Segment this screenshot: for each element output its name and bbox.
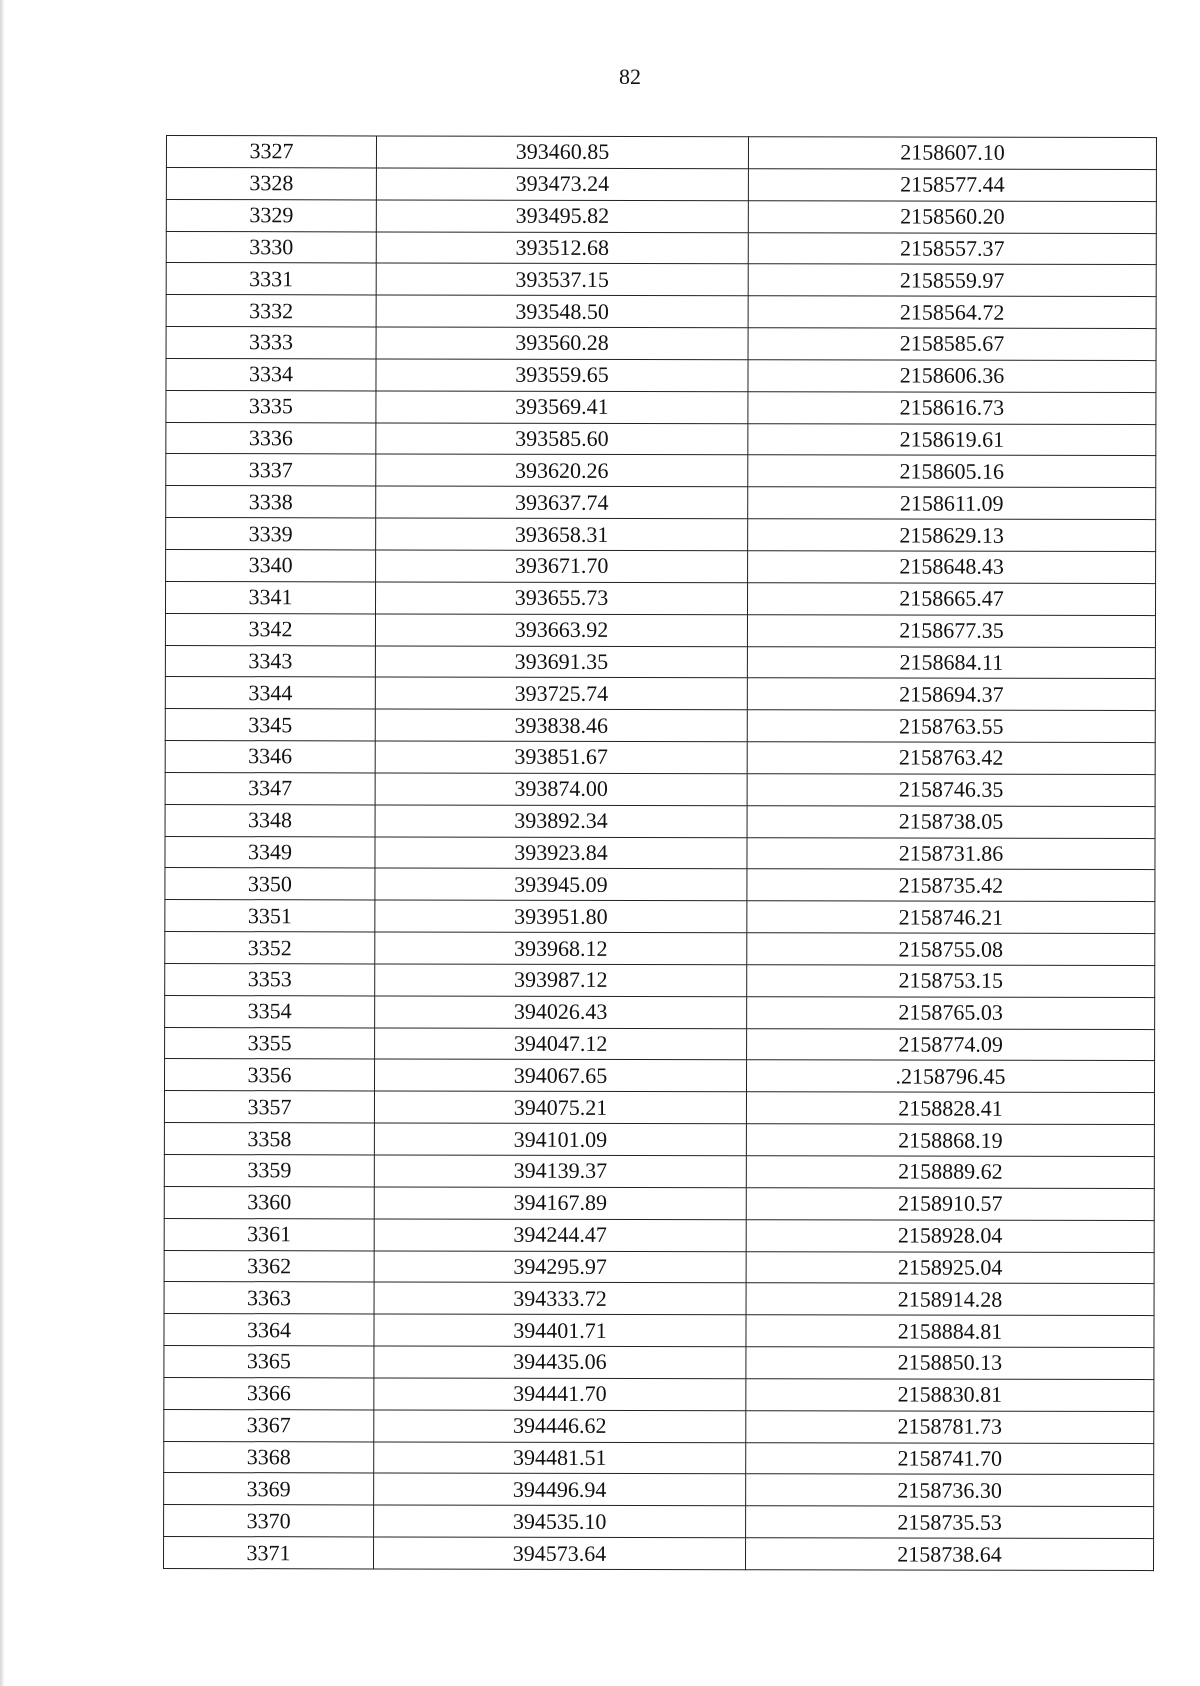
point-id-cell: 3329 xyxy=(166,199,376,231)
y-coordinate-cell: 2158607.10 xyxy=(748,137,1156,170)
x-coordinate-cell: 394401.71 xyxy=(374,1314,746,1347)
point-id-cell: 3369 xyxy=(164,1473,374,1505)
point-id-cell: 3366 xyxy=(164,1377,374,1409)
point-id-cell: 3354 xyxy=(165,995,375,1027)
point-id-cell: 3347 xyxy=(165,772,375,804)
table-row xyxy=(166,518,1156,552)
x-coordinate-cell: 393620.26 xyxy=(376,454,748,487)
point-id-cell: 3342 xyxy=(165,613,375,645)
x-coordinate-cell: 393495.82 xyxy=(376,200,748,233)
y-coordinate-cell: 2158585.67 xyxy=(748,328,1156,361)
point-id-cell: 3350 xyxy=(165,868,375,900)
y-coordinate-cell: 2158564.72 xyxy=(748,296,1156,329)
y-coordinate-cell: 2158910.57 xyxy=(746,1188,1154,1221)
x-coordinate-cell: 393585.60 xyxy=(376,423,748,456)
point-id-cell: 3351 xyxy=(165,900,375,932)
table-row xyxy=(163,1537,1153,1571)
y-coordinate-cell: 2158738.05 xyxy=(747,805,1155,838)
point-id-cell: 3360 xyxy=(164,1186,374,1218)
point-id-cell: 3349 xyxy=(165,836,375,868)
y-coordinate-cell: 2158616.73 xyxy=(748,391,1156,424)
y-coordinate-cell: 2158765.03 xyxy=(747,996,1155,1029)
table-row xyxy=(166,136,1156,170)
y-coordinate-cell: 2158677.35 xyxy=(747,614,1155,647)
x-coordinate-cell: 394047.12 xyxy=(375,1028,747,1061)
x-coordinate-cell: 394496.94 xyxy=(374,1473,746,1506)
x-coordinate-cell: 393671.70 xyxy=(376,550,748,583)
y-coordinate-cell: 2158648.43 xyxy=(748,551,1156,584)
point-id-cell: 3328 xyxy=(166,167,376,199)
table-row xyxy=(166,167,1156,201)
y-coordinate-cell: 2158914.28 xyxy=(746,1283,1154,1316)
x-coordinate-cell: 394535.10 xyxy=(374,1505,746,1538)
x-coordinate-cell: 393725.74 xyxy=(375,677,747,710)
table-row xyxy=(165,645,1155,679)
point-id-cell: 3352 xyxy=(165,932,375,964)
table-row xyxy=(165,932,1155,966)
table-row xyxy=(165,995,1155,1029)
table-row xyxy=(164,1154,1154,1188)
table-row xyxy=(164,1186,1154,1220)
table-row xyxy=(166,295,1156,329)
x-coordinate-cell: 393460.85 xyxy=(376,136,748,169)
y-coordinate-cell: 2158781.73 xyxy=(746,1410,1154,1443)
point-id-cell: 3338 xyxy=(166,486,376,518)
y-coordinate-cell: 2158619.61 xyxy=(748,423,1156,456)
y-coordinate-cell: .2158796.45 xyxy=(746,1060,1154,1093)
point-id-cell: 3327 xyxy=(166,136,376,168)
table-row xyxy=(166,454,1156,488)
point-id-cell: 3353 xyxy=(165,963,375,995)
point-id-cell: 3339 xyxy=(166,518,376,550)
table-row xyxy=(165,868,1155,902)
point-id-cell: 3357 xyxy=(164,1091,374,1123)
y-coordinate-cell: 2158828.41 xyxy=(746,1092,1154,1125)
table-row xyxy=(165,677,1155,711)
scan-edge xyxy=(0,0,4,1686)
x-coordinate-cell: 394441.70 xyxy=(374,1378,746,1411)
y-coordinate-cell: 2158629.13 xyxy=(748,519,1156,552)
x-coordinate-cell: 393987.12 xyxy=(375,964,747,997)
table-row xyxy=(164,1505,1154,1539)
point-id-cell: 3370 xyxy=(164,1505,374,1537)
coordinates-table xyxy=(163,135,1157,1571)
table-row xyxy=(166,263,1156,297)
point-id-cell: 3331 xyxy=(166,263,376,295)
y-coordinate-cell: 2158557.37 xyxy=(748,232,1156,265)
x-coordinate-cell: 394446.62 xyxy=(374,1410,746,1443)
table-row xyxy=(164,1314,1154,1348)
x-coordinate-cell: 393655.73 xyxy=(375,582,747,615)
table-row xyxy=(166,199,1156,233)
y-coordinate-cell: 2158731.86 xyxy=(747,837,1155,870)
y-coordinate-cell: 2158753.15 xyxy=(747,965,1155,998)
table-row xyxy=(166,549,1156,583)
y-coordinate-cell: 2158868.19 xyxy=(746,1124,1154,1157)
table-row xyxy=(165,900,1155,934)
x-coordinate-cell: 393637.74 xyxy=(376,486,748,519)
point-id-cell: 3345 xyxy=(165,709,375,741)
x-coordinate-cell: 394075.21 xyxy=(374,1091,746,1124)
point-id-cell: 3337 xyxy=(166,454,376,486)
x-coordinate-cell: 394067.65 xyxy=(374,1059,746,1092)
table-row xyxy=(165,772,1155,806)
table-row xyxy=(164,1218,1154,1252)
y-coordinate-cell: 2158763.42 xyxy=(747,742,1155,775)
point-id-cell: 3343 xyxy=(165,645,375,677)
point-id-cell: 3348 xyxy=(165,804,375,836)
y-coordinate-cell: 2158605.16 xyxy=(748,455,1156,488)
point-id-cell: 3334 xyxy=(166,358,376,390)
x-coordinate-cell: 393658.31 xyxy=(376,518,748,551)
x-coordinate-cell: 394167.89 xyxy=(374,1187,746,1220)
x-coordinate-cell: 393569.41 xyxy=(376,391,748,424)
y-coordinate-cell: 2158694.37 xyxy=(747,678,1155,711)
x-coordinate-cell: 394244.47 xyxy=(374,1219,746,1252)
y-coordinate-cell: 2158889.62 xyxy=(746,1156,1154,1189)
y-coordinate-cell: 2158830.81 xyxy=(746,1379,1154,1412)
y-coordinate-cell: 2158850.13 xyxy=(746,1347,1154,1380)
coordinates-table-container xyxy=(163,135,1156,1571)
point-id-cell: 3336 xyxy=(166,422,376,454)
table-row xyxy=(166,486,1156,520)
x-coordinate-cell: 393537.15 xyxy=(376,263,748,296)
point-id-cell: 3364 xyxy=(164,1314,374,1346)
table-row xyxy=(165,836,1155,870)
point-id-cell: 3344 xyxy=(165,677,375,709)
y-coordinate-cell: 2158735.53 xyxy=(746,1506,1154,1539)
y-coordinate-cell: 2158746.21 xyxy=(747,901,1155,934)
point-id-cell: 3365 xyxy=(164,1346,374,1378)
point-id-cell: 3332 xyxy=(166,295,376,327)
x-coordinate-cell: 393548.50 xyxy=(376,295,748,328)
x-coordinate-cell: 393945.09 xyxy=(375,868,747,901)
y-coordinate-cell: 2158884.81 xyxy=(746,1315,1154,1348)
x-coordinate-cell: 394573.64 xyxy=(373,1537,745,1570)
y-coordinate-cell: 2158741.70 xyxy=(746,1442,1154,1475)
table-row xyxy=(164,1250,1154,1284)
table-row xyxy=(165,613,1155,647)
table-row xyxy=(165,1027,1155,1061)
y-coordinate-cell: 2158755.08 xyxy=(747,933,1155,966)
table-row xyxy=(166,231,1156,265)
y-coordinate-cell: 2158577.44 xyxy=(748,169,1156,202)
x-coordinate-cell: 393559.65 xyxy=(376,359,748,392)
x-coordinate-cell: 393663.92 xyxy=(375,614,747,647)
table-row xyxy=(164,1377,1154,1411)
point-id-cell: 3362 xyxy=(164,1250,374,1282)
x-coordinate-cell: 394333.72 xyxy=(374,1282,746,1315)
table-row xyxy=(165,963,1155,997)
table-row xyxy=(165,709,1155,743)
x-coordinate-cell: 393838.46 xyxy=(375,709,747,742)
point-id-cell: 3346 xyxy=(165,741,375,773)
table-row xyxy=(164,1123,1154,1157)
x-coordinate-cell: 393923.84 xyxy=(375,837,747,870)
x-coordinate-cell: 393560.28 xyxy=(376,327,748,360)
y-coordinate-cell: 2158928.04 xyxy=(746,1219,1154,1252)
y-coordinate-cell: 2158774.09 xyxy=(747,1028,1155,1061)
x-coordinate-cell: 393473.24 xyxy=(376,168,748,201)
y-coordinate-cell: 2158746.35 xyxy=(747,774,1155,807)
point-id-cell: 3340 xyxy=(166,549,376,581)
x-coordinate-cell: 393951.80 xyxy=(375,900,747,933)
point-id-cell: 3368 xyxy=(164,1441,374,1473)
x-coordinate-cell: 394295.97 xyxy=(374,1250,746,1283)
x-coordinate-cell: 394101.09 xyxy=(374,1123,746,1156)
point-id-cell: 3335 xyxy=(166,390,376,422)
point-id-cell: 3330 xyxy=(166,231,376,263)
y-coordinate-cell: 2158559.97 xyxy=(748,264,1156,297)
x-coordinate-cell: 393851.67 xyxy=(375,741,747,774)
point-id-cell: 3333 xyxy=(166,327,376,359)
x-coordinate-cell: 393691.35 xyxy=(375,645,747,678)
y-coordinate-cell: 2158611.09 xyxy=(748,487,1156,520)
table-row xyxy=(165,804,1155,838)
y-coordinate-cell: 2158736.30 xyxy=(746,1474,1154,1507)
x-coordinate-cell: 393512.68 xyxy=(376,231,748,264)
table-row xyxy=(164,1282,1154,1316)
x-coordinate-cell: 394435.06 xyxy=(374,1346,746,1379)
point-id-cell: 3363 xyxy=(164,1282,374,1314)
y-coordinate-cell: 2158735.42 xyxy=(747,869,1155,902)
x-coordinate-cell: 393892.34 xyxy=(375,805,747,838)
y-coordinate-cell: 2158684.11 xyxy=(747,646,1155,679)
x-coordinate-cell: 394481.51 xyxy=(374,1442,746,1475)
table-row xyxy=(166,390,1156,424)
x-coordinate-cell: 393968.12 xyxy=(375,932,747,965)
table-row xyxy=(165,581,1155,615)
table-row xyxy=(166,422,1156,456)
x-coordinate-cell: 394026.43 xyxy=(375,996,747,1029)
y-coordinate-cell: 2158665.47 xyxy=(747,583,1155,616)
x-coordinate-cell: 394139.37 xyxy=(374,1155,746,1188)
point-id-cell: 3371 xyxy=(163,1537,373,1569)
table-row xyxy=(164,1473,1154,1507)
point-id-cell: 3361 xyxy=(164,1218,374,1250)
point-id-cell: 3341 xyxy=(165,581,375,613)
y-coordinate-cell: 2158925.04 xyxy=(746,1251,1154,1284)
table-row xyxy=(164,1409,1154,1443)
y-coordinate-cell: 2158738.64 xyxy=(745,1538,1153,1571)
y-coordinate-cell: 2158606.36 xyxy=(748,360,1156,393)
y-coordinate-cell: 2158763.55 xyxy=(747,710,1155,743)
table-row xyxy=(166,327,1156,361)
table-row xyxy=(165,741,1155,775)
table-row xyxy=(164,1346,1154,1380)
point-id-cell: 3367 xyxy=(164,1409,374,1441)
table-row xyxy=(166,358,1156,392)
y-coordinate-cell: 2158560.20 xyxy=(748,200,1156,233)
x-coordinate-cell: 393874.00 xyxy=(375,773,747,806)
table-row xyxy=(164,1091,1154,1125)
point-id-cell: 3359 xyxy=(164,1154,374,1186)
table-row xyxy=(164,1059,1154,1093)
point-id-cell: 3355 xyxy=(165,1027,375,1059)
point-id-cell: 3358 xyxy=(164,1123,374,1155)
page-number: 82 xyxy=(619,64,641,89)
point-id-cell: 3356 xyxy=(164,1059,374,1091)
table-body xyxy=(163,136,1156,1571)
table-row xyxy=(164,1441,1154,1475)
